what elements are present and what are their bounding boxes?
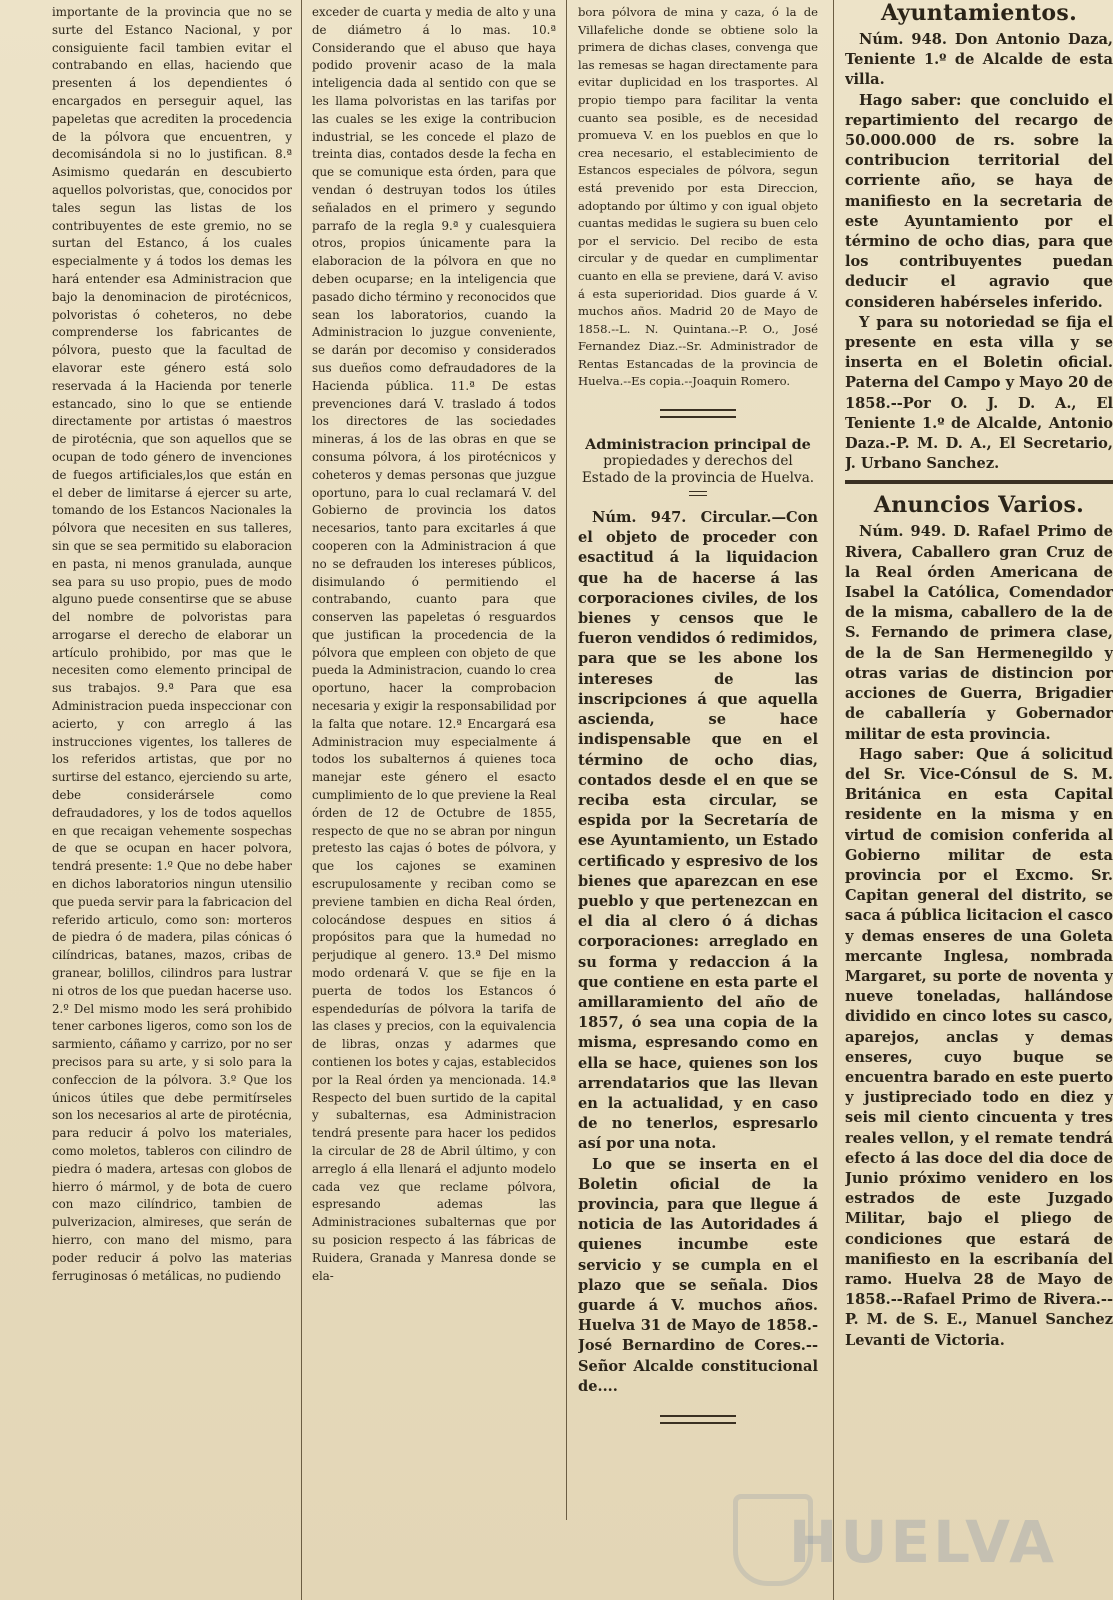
section-divider [660, 409, 736, 418]
notice-948-closing: Y para su notoriedad se fija el presente en esta villa y se inserta en el Boletin oficial. Paterna del Campo y Mayo 20 de 1858.--Por O. J. D. A., El Teniente 1.º de Alcalde, Antonio Daza.-P. M. D. A., El Secretario, J. Urbano Sanchez. [845, 313, 1113, 473]
heading-anuncios: Anuncios Varios. [873, 492, 1085, 519]
notice-949-intro [845, 522, 1113, 744]
notice-947-body: Circular.—Con el objeto de proceder con esactitud á la liquidacion que ha de hacerse á las corporaciones civiles, de los bienes y censos que le fueron vendidos ó redimidos, para que se les abone los intereses de las inscripciones á que aquella ascienda, se hace indispensable que en el término de ocho dias, contados desde el en que se reciba esta circular, se espida por la Secretaría de ese Ayuntamiento, un Estado certificado y espresivo de los bienes que aparezcan en ese pueblo y que pertenezcan en el dia al clero ó á dichas corporaciones: arreglado en su forma y redaccion á la que contiene en esta parte el amillaramiento del año de 1857, ó sea una copia de la misma, espresando como en ella se hace, quienes son los arrendatarios que las llevan en la actualidad, y en caso de no tenerlos, espresarlo así por una nota. [578, 509, 818, 1153]
notice-948-intro [845, 30, 1113, 91]
notice-948-body: Hago saber: que concluido el repartimiento del recargo de 50.000.000 de rs. sobre la contribucion territorial del corriente año, se haya de manifiesto en la secretaria de este Ayuntamiento por el término de ocho dias, para que los contribuyentes puedan deducir el agravio que consideren habérseles inferido. [845, 91, 1113, 311]
column-rule-1 [301, 0, 302, 1600]
notice-949-body: Hago saber: Que á solicitud del Sr. Vice-Cónsul de S. M. Británica en esta Capital residente en la misma y en virtud de comision conferida al Gobierno militar de esta provincia por el Excmo. Sr. Capitan general del distrito, se saca á pública licitacion el casco y demas enseres de una Goleta mercante Inglesa, nombrada Margaret, su porte de noventa y nueve toneladas, hallándose dividido en cinco lotes su casco, aparejos, anclas y demas enseres, cuyo buque se encuentra barado en este puerto y justipreciado todo en diez y seis mil ciento cincuenta y tres reales vellon, y el remate tendrá efecto á las doce del dia doce de Junio próximo venidero en los estrados de este Juzgado Militar, bajo el pliego de condiciones que estará de manifiesto en la escribanía del ramo. Huelva 28 de Mayo de 1858.--Rafael Primo de Rivera.--P. M. de S. E., Manuel Sanchez Levanti de Victoria. [845, 745, 1113, 1349]
column-rule-3 [833, 0, 834, 1600]
notice-948-number: Núm. 948. [859, 31, 947, 48]
heading-ayuntamientos: Ayuntamientos. [880, 0, 1078, 26]
notice-949-title: D. Rafael Primo de Rivera, Caballero gran Cruz de la Real órden Americana de Isabel la Católica, Comendador de la misma, caballero de la de S. Fernando de primera clase, de la de San Hermenegildo y otras varias de distincion por acciones de Guerra, Brigadier de caballería y Gobernador militar de esta provincia. [845, 523, 1113, 743]
notice-947-number: Núm. 947. [592, 509, 687, 527]
section-rule [845, 480, 1113, 484]
notice-948-title: Don Antonio Daza, Teniente 1.º de Alcalde de esta villa. [845, 31, 1113, 89]
column-4 [845, 0, 1113, 1351]
column-3 [578, 4, 818, 1442]
heading-divider [689, 491, 707, 496]
column-1 [52, 4, 292, 1285]
notice-949-number: Núm. 949. [859, 523, 947, 541]
end-divider [660, 1415, 736, 1424]
column-1-text: importante de la provincia que no se surte del Estanco Nacional, y por consiguiente facil tambien evitar el contrabando en ellas, haciendo que presenten á los dependientes ó encargados en perseguir aquel, las papeletas que acrediten la procedencia de la pólvora que encuentren, y decomisándola si no lo justifican. 8.ª Asimismo quedarán en descubierto aquellos polvoristas, que, conocidos por tales segun las listas de los contribuyentes de este gremio, no se surtan del Estanco, á los cuales especialmente y á todos los demas les hará entender esa Administracion que bajo la denominacion de pirotécnicos, polvoristas ó coheteros, no debe comprenderse los fabricantes de pólvora, puesto que la facultad de elavorar este género está solo reservada á la Hacienda por tenerle estancado, sino lo que se entiende directamente por artistas ó maestros de pirotécnia, que son aquellos que se ocupan de todo género de invenciones de fuegos artificiales,los que están en el deber de limitarse á ejercer su arte, tomando de los Estancos Nacionales la pólvora que necesiten en sus talleres, sin que se sea permitido su elaboracion en pasta, ni menos granulada, aunque sea para su uso propio, pues de modo alguno puede consentirse que se abuse del nombre de polvoristas para arrogarse el derecho de elaborar un artículo prohibido, por mas que le necesiten como elemento principal de sus trabajos. 9.ª Para que esa Administracion pueda inspeccionar con acierto, y con arreglo á las instrucciones vigentes, los talleres de los referidos artistas, que por no surtirse del estanco, ejerciendo su arte, debe considerársele como defraudadores, y los de todos aquellos en que recaigan vehemente sospechas de que se ocupan en hacer polvora, tendrá presente: 1.º Que no debe haber en dichos laboratorios ningun utensilio que pueda servir para la fabricacion del referido articulo, como son: morteros de piedra ó de madera, pilas cónicas ó cilíndricas, batanes, mazos, cribas de granear, bolillos, cilindros para lustrar ni otros de los que puedan hacerse uso. 2.º Del mismo modo les será prohibido tener carbones ligeros, como son los de sarmiento, cáñamo y carrizo, por no ser precisos para su arte, y si solo para la confeccion de la pólvora. 3.º Que los únicos útiles que debe permitírseles son los necesarios al arte de pirotécnia, para reducir á polvo los materiales, como moletos, tableros con cilindro de piedra ó madera, artesas con globos de hierro ó mármol, y de bota de cuero con mazo cilíndrico, tambien de pulverizacion, almireses, que serán de hierro, con mano del mismo, para poder reducir á polvo las materias ferruginosas ó metálicas, no pudiendo [52, 5, 292, 1283]
column-2-text: exceder de cuarta y media de alto y una de diámetro á lo mas. 10.ª Considerando que el abuso que haya podido provenir acaso de la mala inteligencia dada al sentido con que se les llama polvoristas en las tarifas por las cuales se les exige la contribucion industrial, se les concede el plazo de treinta dias, contados desde la fecha en que se comunique esta órden, para que vendan ó destruyan todos los útiles señalados en el primero y segundo parrafo de la regla 9.ª y cualesquiera otros, propios únicamente para la elaboracion de la pólvora en que no deben ocuparse; en la inteligencia que pasado dicho término y reconocidos que sean los laboratorios, cuando la Administracion lo juzgue conveniente, se darán por decomiso y considerados sus dueños como defraudadores de la Hacienda pública. 11.ª De estas prevenciones dará V. traslado á todos los directores de las sociedades mineras, á los de las obras en que se consuma pólvora, á los pirotécnicos y coheteros y demas personas que juzgue oportuno, para lo cual reclamará V. del Gobierno de provincia los datos necesarios, tanto para excitarles á que cooperen con la Administracion á que no se defrauden los intereses públicos, disimulando ó permitiendo el contrabando, cuanto para que conserven las papeletas ó resguardos que justifican la procedencia de la pólvora que empleen con objeto de que pueda la Administracion, cuando lo crea oportuno, hacer la comprobacion necesaria y exigir la responsabilidad por la falta que notare. 12.ª Encargará esa Administracion muy especialmente á todos los subalternos á quienes toca manejar este género el esacto cumplimiento de lo que previene la Real órden de 12 de Octubre de 1855, respecto de que no se abran por ningun pretesto las cajas ó botes de pólvora, y que los cajones se examinen escrupulosamente y reciban como se previene tambien en dicha Real órden, colocándose despues en sitios á propósitos para que la humedad no perjudique al genero. 13.ª Del mismo modo ordenará V. que se fije en la puerta de todos los Estancos ó espendedurías de pólvora la tarifa de las clases y precios, con la equivalencia de libras, onzas y adarmes que contienen los botes y cajas, establecidos por la Real órden ya mencionada. 14.ª Respecto del buen surtido de la capital y subalternas, esa Administracion tendrá presente para hacer los pedidos la circular de 28 de Abril último, y con arreglo á ella llenará el adjunto modelo cada vez que reclame pólvora, espresando ademas las Administraciones subalternas que por su posicion respecto á las fábricas de Ruidera, Granada y Manresa donde se ela- [312, 5, 556, 1283]
notice-947 [578, 508, 818, 1155]
circular-continuation: bora pólvora de mina y caza, ó la de Villafeliche donde se obtiene solo la primera de dichas clases, convenga que las remesas se hagan directamente para evitar duplicidad en los trasportes. Al propio tiempo para facilitar la venta cuanto sea posible, es de necesidad promueva V. en los pueblos en que lo crea necesario, el establecimiento de Estancos especiales de pólvora, segun está prevenido por esta Direccion, adoptando por último y con igual objeto cuantas medidas le sugiera su buen celo por el servicio. Del recibo de esta circular y de quedar en cumplimentar cuanto en ella se previene, dará V. aviso á esta superioridad. Dios guarde á V. muchos años. Madrid 20 de Mayo de 1858.--L. N. Quintana.--P. O., José Fernandez Diaz.--Sr. Administrador de Rentas Estancadas de la provincia de Huelva.--Es copia.--Joaquin Romero. [578, 5, 818, 389]
notice-947-closing: Lo que se inserta en el Boletin oficial de la provincia, para que llegue á noticia de las Autoridades á quienes incumbe este servicio y se cumpla en el plazo que se señala. Dios guarde á V. muchos años. Huelva 31 de Mayo de 1858.-José Bernardino de Cores.--Señor Alcalde constitucional de.... [578, 1155, 818, 1395]
section-subheading: propiedades y derechos del Estado de la provincia de Huelva. [581, 453, 815, 487]
huelva-watermark: HUELVA [788, 1508, 1057, 1576]
column-rule-2 [566, 0, 567, 1520]
section-heading: Administracion principal de [585, 436, 811, 454]
column-2 [312, 4, 556, 1285]
